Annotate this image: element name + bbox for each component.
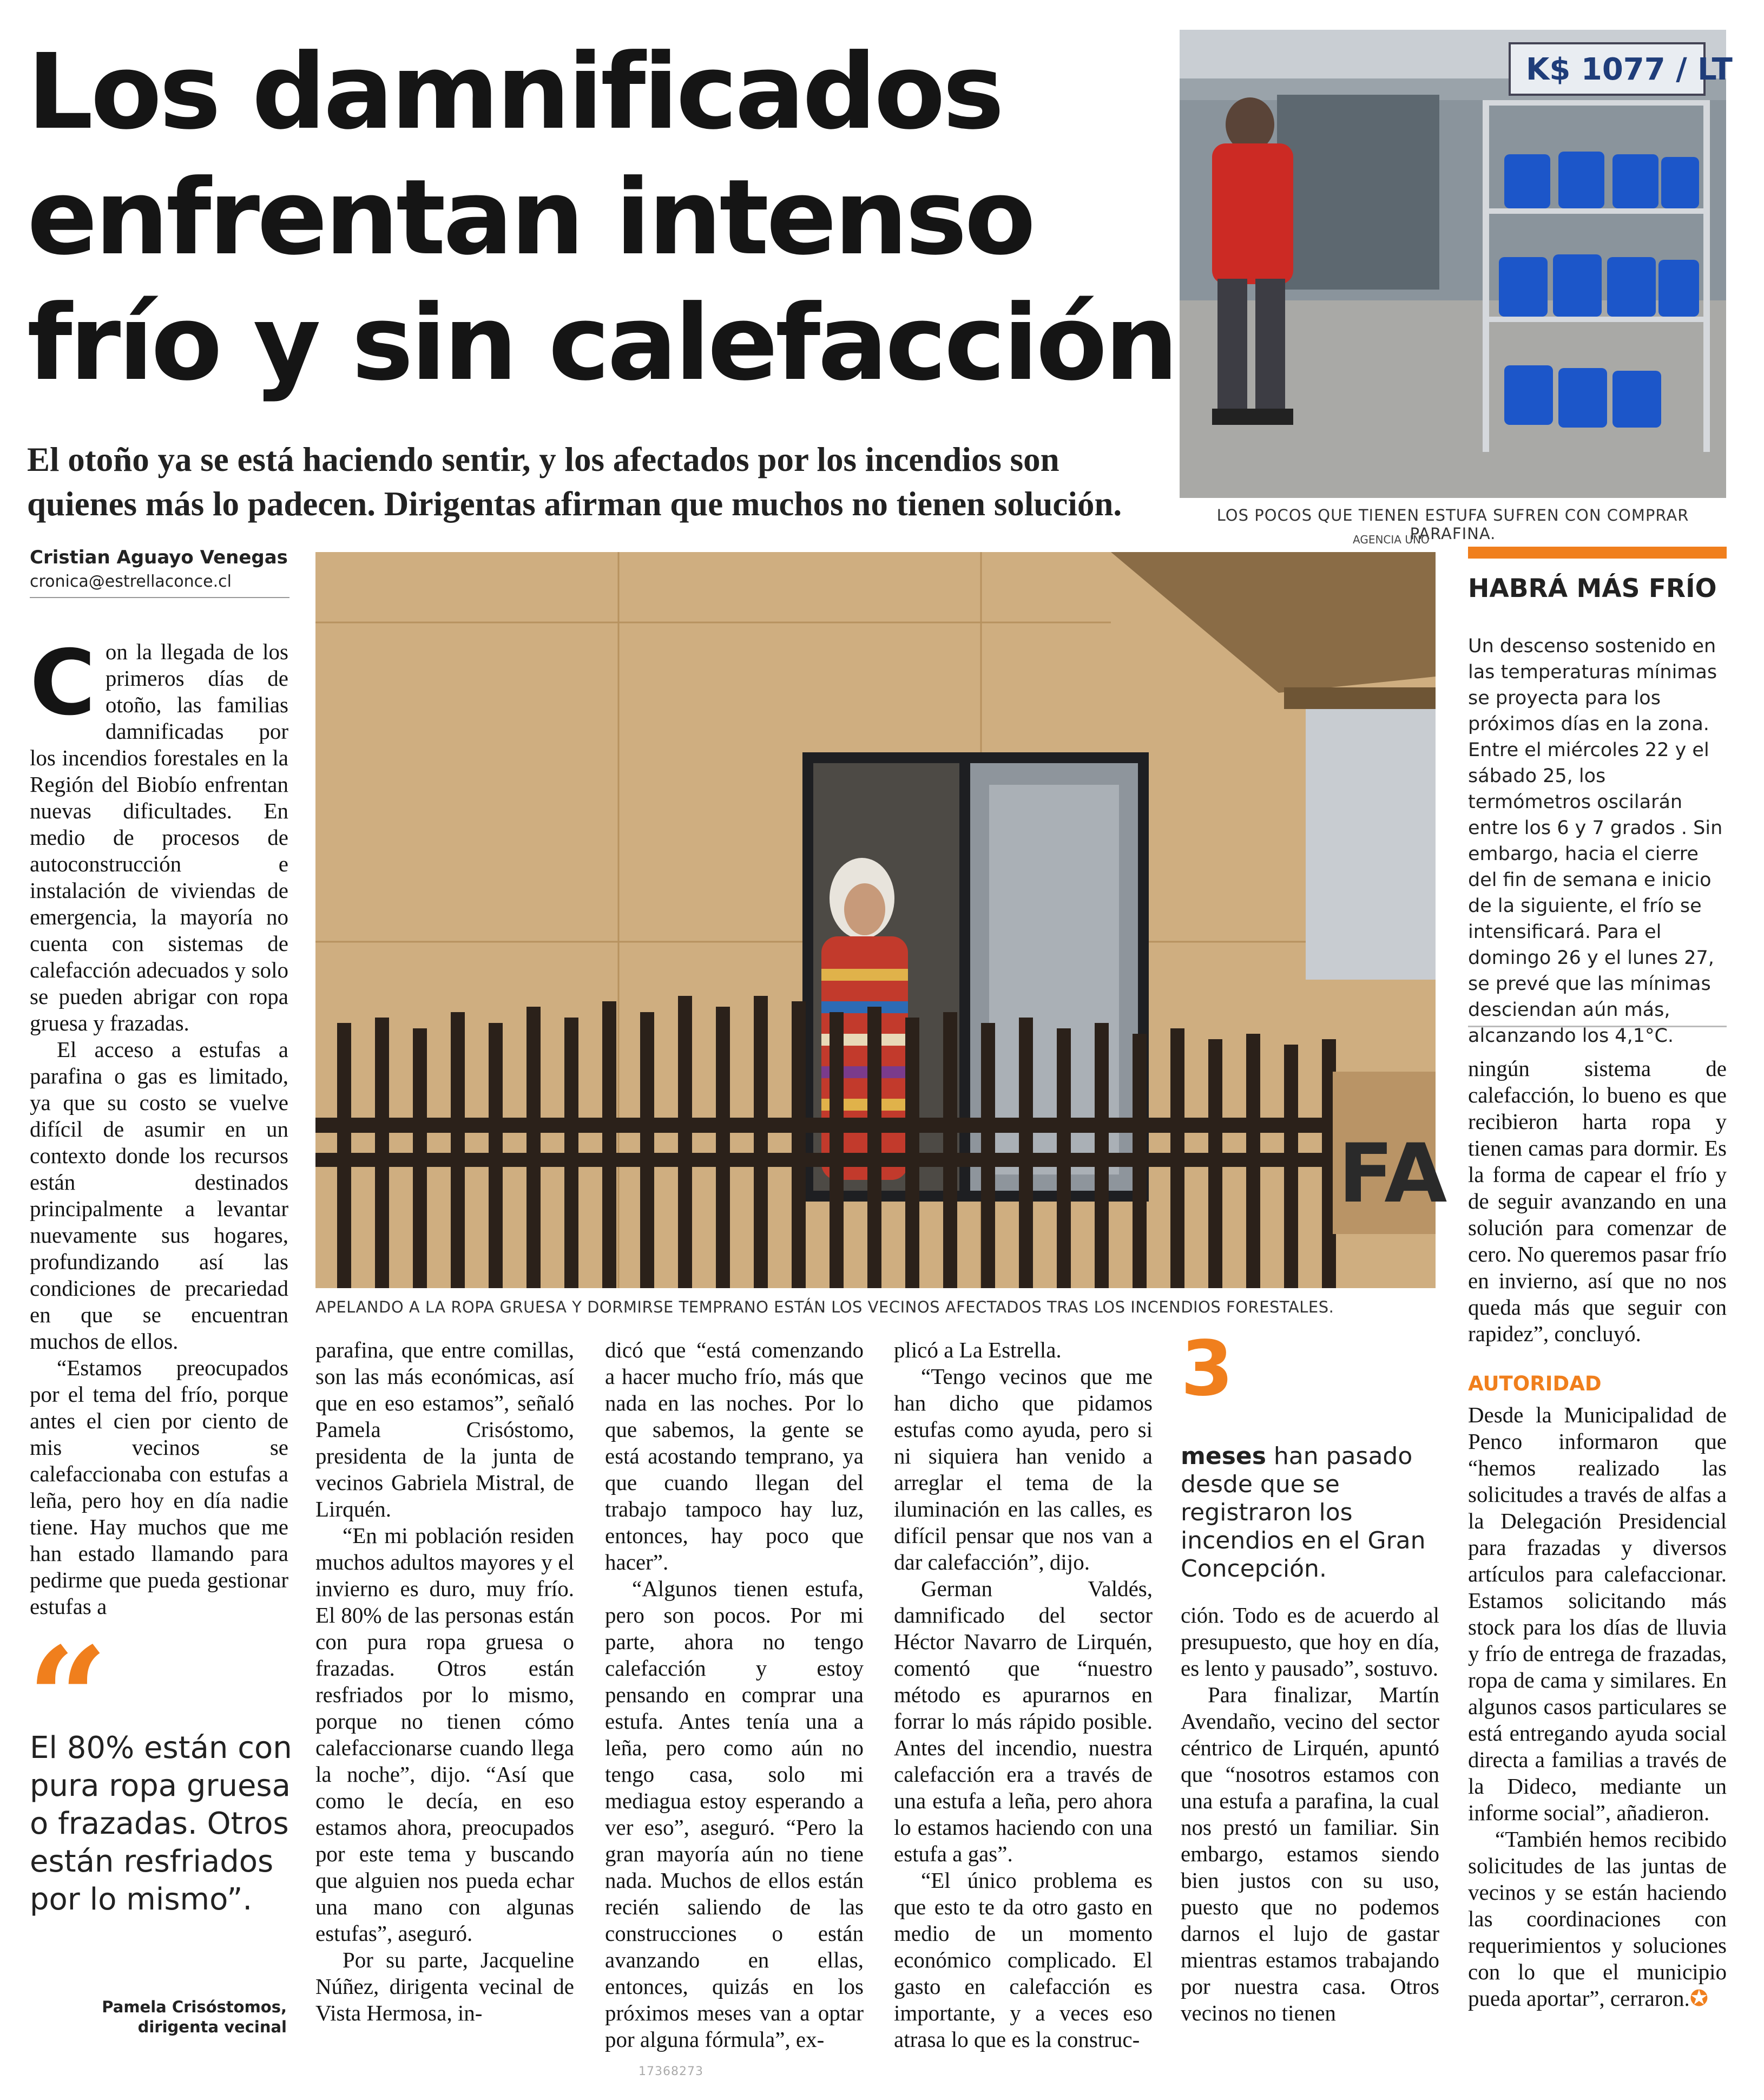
byline-name: Cristian Aguayo Venegas xyxy=(30,547,288,568)
stat-text xyxy=(1181,1442,1446,1583)
body-column-3 xyxy=(605,1337,864,2053)
main-photo-caption: APELANDO A LA ROPA GRUESA Y DORMIRSE TEMPRANO ESTÁN LOS VECINOS AFECTADOS TRAS LOS INCENDIOS FORESTALES. xyxy=(315,1298,1334,1316)
sidebar-accent-bar xyxy=(1468,547,1727,559)
emergency-house-illustration xyxy=(315,552,1447,1288)
paragraph: Para finalizar, Martín Avendaño, vecino del sector céntrico de Lirquén, apuntó que “nosotros estamos con una estufa a parafina, la cual nos prestó un familiar. Sin embargo, estamos siendo bien justos con su uso, puesto que no podemos darnos el lujo de gastar mientras estamos trabajando por nuestra casa. Otros vecinos no tienen xyxy=(1181,1682,1439,2025)
pull-quote-author xyxy=(81,1997,287,2037)
headline-line-1: Los damnificados xyxy=(27,32,1002,153)
paragraph: ningún sistema de calefacción, lo bueno es que recibieron harta ropa y tienen camas para dormir. Es la forma de capear el frío y de seguir avanzando en una solución para comenzar de cero. No queremos pasar frío en invierno, así que no nos queda más que seguir con rapidez”, concluyó. xyxy=(1468,1056,1727,1346)
paragraph: dicó que “está comenzando a hacer mucho frío, más que nada en las noches. Por lo que sabemos, la gente se está acostando temprano, ya que cuando llegan del trabajo tampoco hay luz, entonces, hay poco que hacer”. xyxy=(605,1337,864,1574)
quote-mark: “ xyxy=(27,1617,108,1782)
handwritten-sign: FA xyxy=(1338,1127,1447,1221)
stat-bold-word: meses xyxy=(1181,1442,1266,1470)
body-column-6 xyxy=(1468,1055,1727,1347)
price-sign: K$ 1077 / LT xyxy=(1526,52,1733,87)
paragraph: “Estamos preocupados por el tema del frío, porque antes el cien por ciento de mis vecinos se calefaccionaba con estufas a leña, pero hoy en día nadie tiene. Hay muchos que me han estado llamando para pedirme que pueda gestionar estufas a xyxy=(30,1355,288,1619)
paragraph: “Tengo vecinos que me han dicho que pidamos estufas como ayuda, pero si ni siquiera han venido a arreglar el tema de la iluminación en las calles, es difícil pensar que nos van a dar calefacción”, dijo. xyxy=(894,1364,1153,1574)
end-mark-icon: ✪ xyxy=(1689,1985,1709,2011)
pull-quote-text: El 80% están con pura ropa gruesa o frazadas. Otros están resfriados por lo mismo”. xyxy=(30,1730,292,1917)
top-photo xyxy=(1180,30,1733,498)
headline xyxy=(27,30,1174,406)
main-photo xyxy=(315,552,1447,1288)
lede-line-2: quienes más lo padecen. Dirigentas afirman que muchos no tienen solución. xyxy=(27,485,1122,523)
body-column-2 xyxy=(315,1337,574,2026)
paragraph: Con la llegada de los primeros días de otoño, las familias damnificadas por los incendios forestales en la Región del Biobío enfrentan nuevas dificultades. En medio de procesos de autoconstrucción e instalación de viviendas de emergencia, la mayoría no cuenta con sistemas de calefacción adecuados y solo se pueden abrigar con ropa gruesa y frazadas. xyxy=(30,631,288,1035)
paragraph: Por su parte, Jacqueline Núñez, dirigenta vecinal de Vista Hermosa, in- xyxy=(315,1947,574,2025)
headline-line-3: frío y sin calefacción xyxy=(27,283,1176,404)
paragraph: “El único problema es que esto te da otro gasto en medio de un momento económico complicado. El gasto en calefacción es importante, y a veces eso atrasa lo que es la construc- xyxy=(894,1868,1153,2052)
paragraph: “Algunos tienen estufa, pero son pocos. Por mi parte, ahora no tengo calefacción y estoy pensando en comprar una estufa. Antes tenía una a leña, pero como aún no tengo casa, solo mi mediagua estoy esperando a ver eso”, aseguró. “Pero la gran mayoría aún no tiene nada. Muchos de ellos están recién saliendo de las construcciones o están avanzando en ellas, entonces, quizás en los próximos meses van a optar por alguna fórmula”, ex- xyxy=(605,1576,864,2052)
byline-email[interactable]: cronica@estrellaconce.cl xyxy=(30,572,232,591)
paraffin-station-illustration xyxy=(1180,30,1733,498)
paragraph: parafina, que entre comillas, son las más económicas, así que en eso estamos”, señaló Pamela Crisóstomo, presidenta de la junta de vecinos Gabriela Mistral, de Lirquén. xyxy=(315,1337,574,1521)
body-column-4 xyxy=(894,1337,1153,2053)
stat-rest: han pasado desde que se registraron los incendios en el Gran Concepción. xyxy=(1181,1442,1426,1583)
paragraph: German Valdés, damnificado del sector Héctor Navarro de Lirquén, comentó que “nuestro método es apurarnos en forrar lo más rápido posible. Antes del incendio, nuestra calefacción era a través de una estufa a leña, pero ahora lo estamos haciendo con una estufa a gas”. xyxy=(894,1576,1153,1866)
body-column-5 xyxy=(1181,1602,1439,2026)
pull-quote-author-role: dirigenta vecinal xyxy=(137,2018,287,2036)
body-column-1 xyxy=(30,631,288,1620)
sidebar-title: HABRÁ MÁS FRÍO xyxy=(1468,574,1717,603)
byline-divider xyxy=(30,597,289,598)
paragraph-text: “También hemos recibido solicitudes de las juntas de vecinos y se están haciendo las coordinaciones con requerimientos y soluciones con lo que el municipio pueda aportar”, cerraron. xyxy=(1468,1827,1727,2011)
body-column-7 xyxy=(1468,1402,1727,2012)
lede xyxy=(27,437,1174,526)
lede-line-1: El otoño ya se está haciendo sentir, y los afectados por los incendios son xyxy=(27,441,1059,478)
section-label-autoridad: AUTORIDAD xyxy=(1468,1372,1602,1395)
watermark-id: 17368273 xyxy=(639,2065,703,2078)
top-photo-caption: LOS POCOS QUE TIENEN ESTUFA SUFREN CON COMPRAR PARAFINA. xyxy=(1216,506,1689,543)
sidebar-text: Un descenso sostenido en las temperaturas mínimas se proyecta para los próximos días en la zona. Entre el miércoles 22 y el sábado 25, los termómetros oscilarán entre los 6 y 7 grados . Sin embargo, hacia el cierre del fin de semana e inicio de la siguiente, el frío se intensificará. Para el domingo 26 y el lunes 27, se prevé que las mínimas desciendan aún más, alcanzando los 4,1°C. xyxy=(1468,635,1723,1047)
headline-line-2: enfrentan intenso xyxy=(27,158,1034,278)
stat-number: 3 xyxy=(1181,1325,1234,1413)
paragraph xyxy=(1468,1826,1727,2012)
sidebar-divider xyxy=(1468,1026,1727,1027)
paragraph: ción. Todo es de acuerdo al presupuesto, que hoy en día, es lento y pausado”, sostuvo. xyxy=(1181,1603,1439,1681)
paragraph: Desde la Municipalidad de Penco informaron que “hemos realizado las solicitudes a través de alfas a la Delegación Presidencial para frazadas y diversos artículos para calefaccionar. Estamos solicitando más stock para los días de lluvia y frío de entrega de frazadas, ropa de cama y similares. En algunos casos particulares se está entregando ayuda social directa a familias a través de la Dideco, mediante un informe social”, añadieron. xyxy=(1468,1402,1727,1825)
top-photo-credit: AGENCIA UNO xyxy=(1353,533,1430,546)
paragraph: El acceso a estufas a parafina o gas es limitado, ya que su costo se vuelve difícil de asumir en un contexto donde los recursos están destinados principalmente a levantar nuevamente sus hogares, profundizando así las condiciones de precariedad en que se encuentran muchos de ellos. xyxy=(30,1037,288,1354)
pull-quote-author-name: Pamela Crisóstomos, xyxy=(102,1998,287,2016)
paragraph: “En mi población residen muchos adultos mayores y el invierno es duro, muy frío. El 80% de las personas están con pura ropa gruesa o frazadas. Otros están resfriados por lo mismo, porque no tienen cómo calefaccionarse cuando llega la noche”, dijo. “Así que como le decía, en eso estamos ahora, preocupados por este tema y buscando que alguien nos pueda echar una mano con algunas estufas”, aseguró. xyxy=(315,1523,574,1946)
paragraph: plicó a La Estrella. xyxy=(894,1337,1062,1362)
